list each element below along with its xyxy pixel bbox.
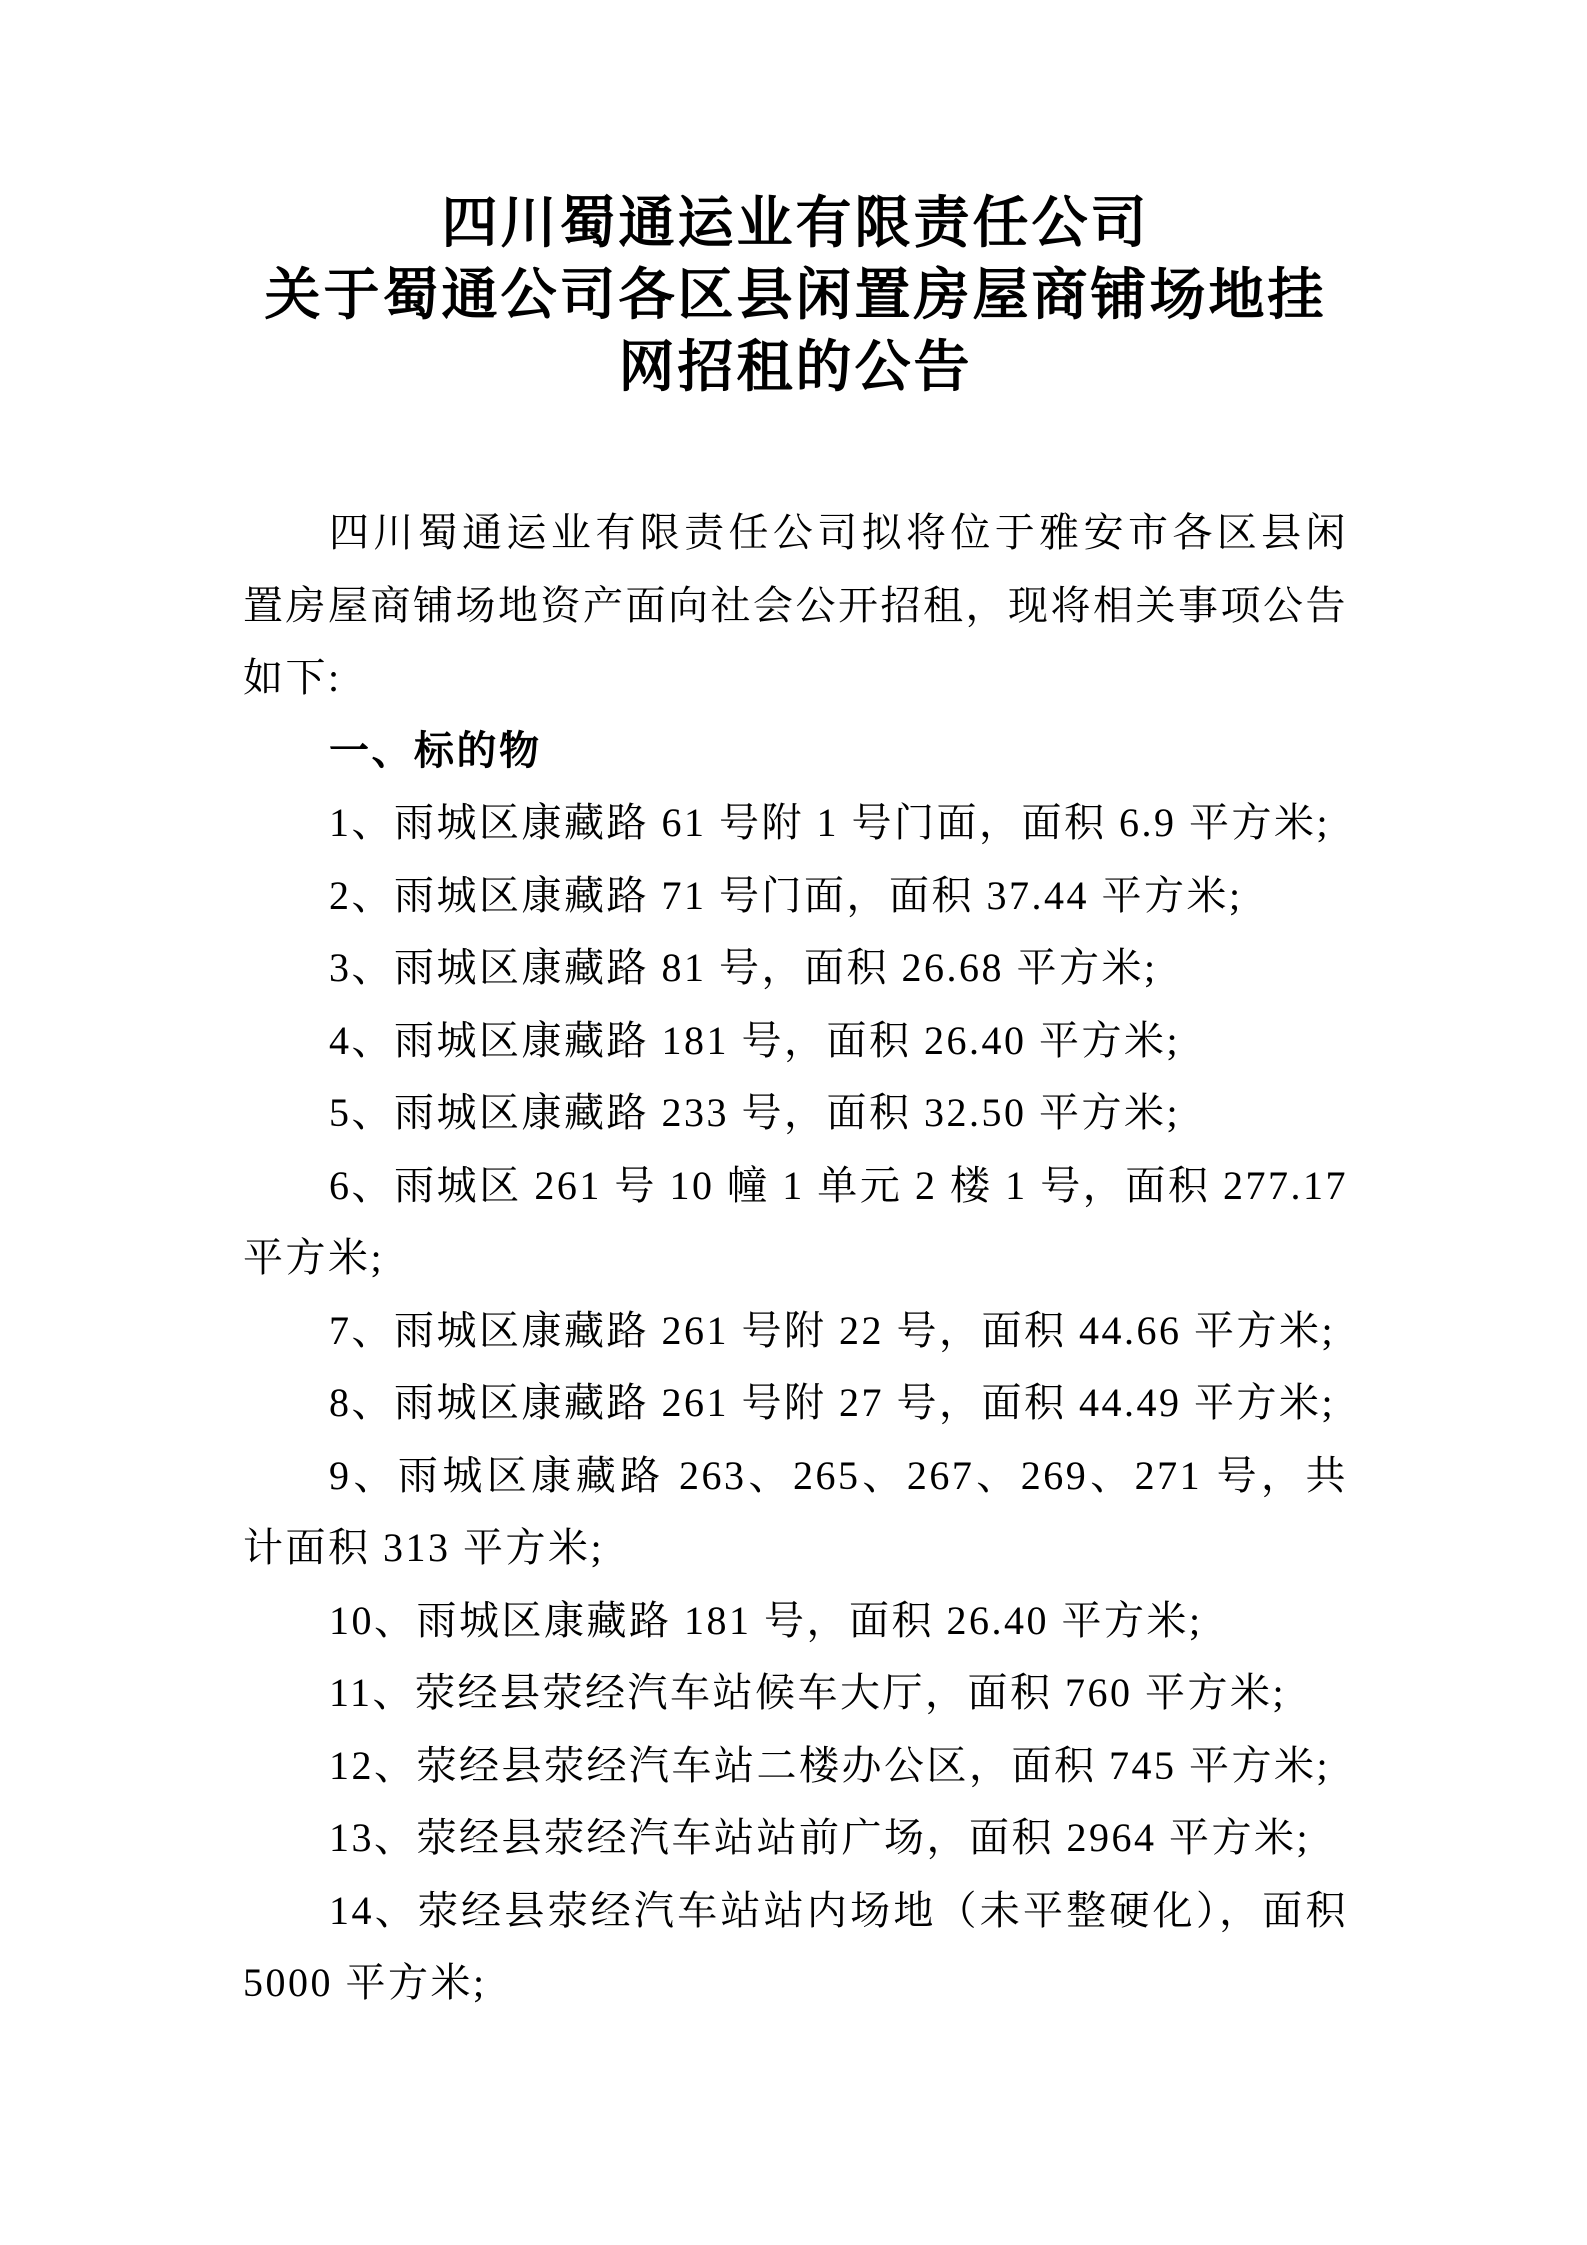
list-item: 6、雨城区 261 号 10 幢 1 单元 2 楼 1 号，面积 277.17 平方米; — [243, 1162, 1348, 1280]
list-item: 2、雨城区康藏路 71 号门面，面积 37.44 平方米; — [329, 872, 1243, 918]
items-list — [243, 787, 1348, 2020]
list-item: 7、雨城区康藏路 261 号附 22 号，面积 44.66 平方米; — [329, 1307, 1336, 1353]
list-item: 10、雨城区康藏路 181 号，面积 26.40 平方米; — [329, 1597, 1203, 1643]
list-item: 9、雨城区康藏路 263、265、267、269、271 号，共计面积 313 平方米; — [243, 1452, 1348, 1570]
list-item: 8、雨城区康藏路 261 号附 27 号，面积 44.49 平方米; — [329, 1380, 1336, 1425]
list-item: 5、雨城区康藏路 233 号，面积 32.50 平方米; — [329, 1090, 1181, 1135]
list-item: 4、雨城区康藏路 181 号，面积 26.40 平方米; — [329, 1017, 1181, 1063]
section-heading: 一、标的物 — [329, 728, 542, 773]
intro-paragraph: 四川蜀通运业有限责任公司拟将位于雅安市各区县闲置房屋商铺场地资产面向社会公开招租，现将相关事项公告如下: — [243, 510, 1348, 700]
doc-title — [243, 188, 1348, 404]
doc-title-company: 四川蜀通运业有限责任公司 — [441, 193, 1150, 255]
list-item: 14、荥经县荥经汽车站站内场地（未平整硬化），面积 5000 平方米; — [243, 1887, 1348, 2005]
list-item: 13、荥经县荥经汽车站站前广场，面积 2964 平方米; — [329, 1815, 1311, 1860]
list-item: 12、荥经县荥经汽车站二楼办公区，面积 745 平方米; — [329, 1742, 1331, 1788]
list-item: 11、荥经县荥经汽车站候车大厅，面积 760 平方米; — [329, 1670, 1287, 1715]
document-body — [243, 0, 1348, 2020]
list-item: 3、雨城区康藏路 81 号，面积 26.68 平方米; — [329, 945, 1158, 990]
list-item: 1、雨城区康藏路 61 号附 1 号门面，面积 6.9 平方米; — [329, 800, 1331, 845]
doc-title-subject: 关于蜀通公司各区县闲置房屋商铺场地挂网招租的公告 — [264, 265, 1327, 399]
